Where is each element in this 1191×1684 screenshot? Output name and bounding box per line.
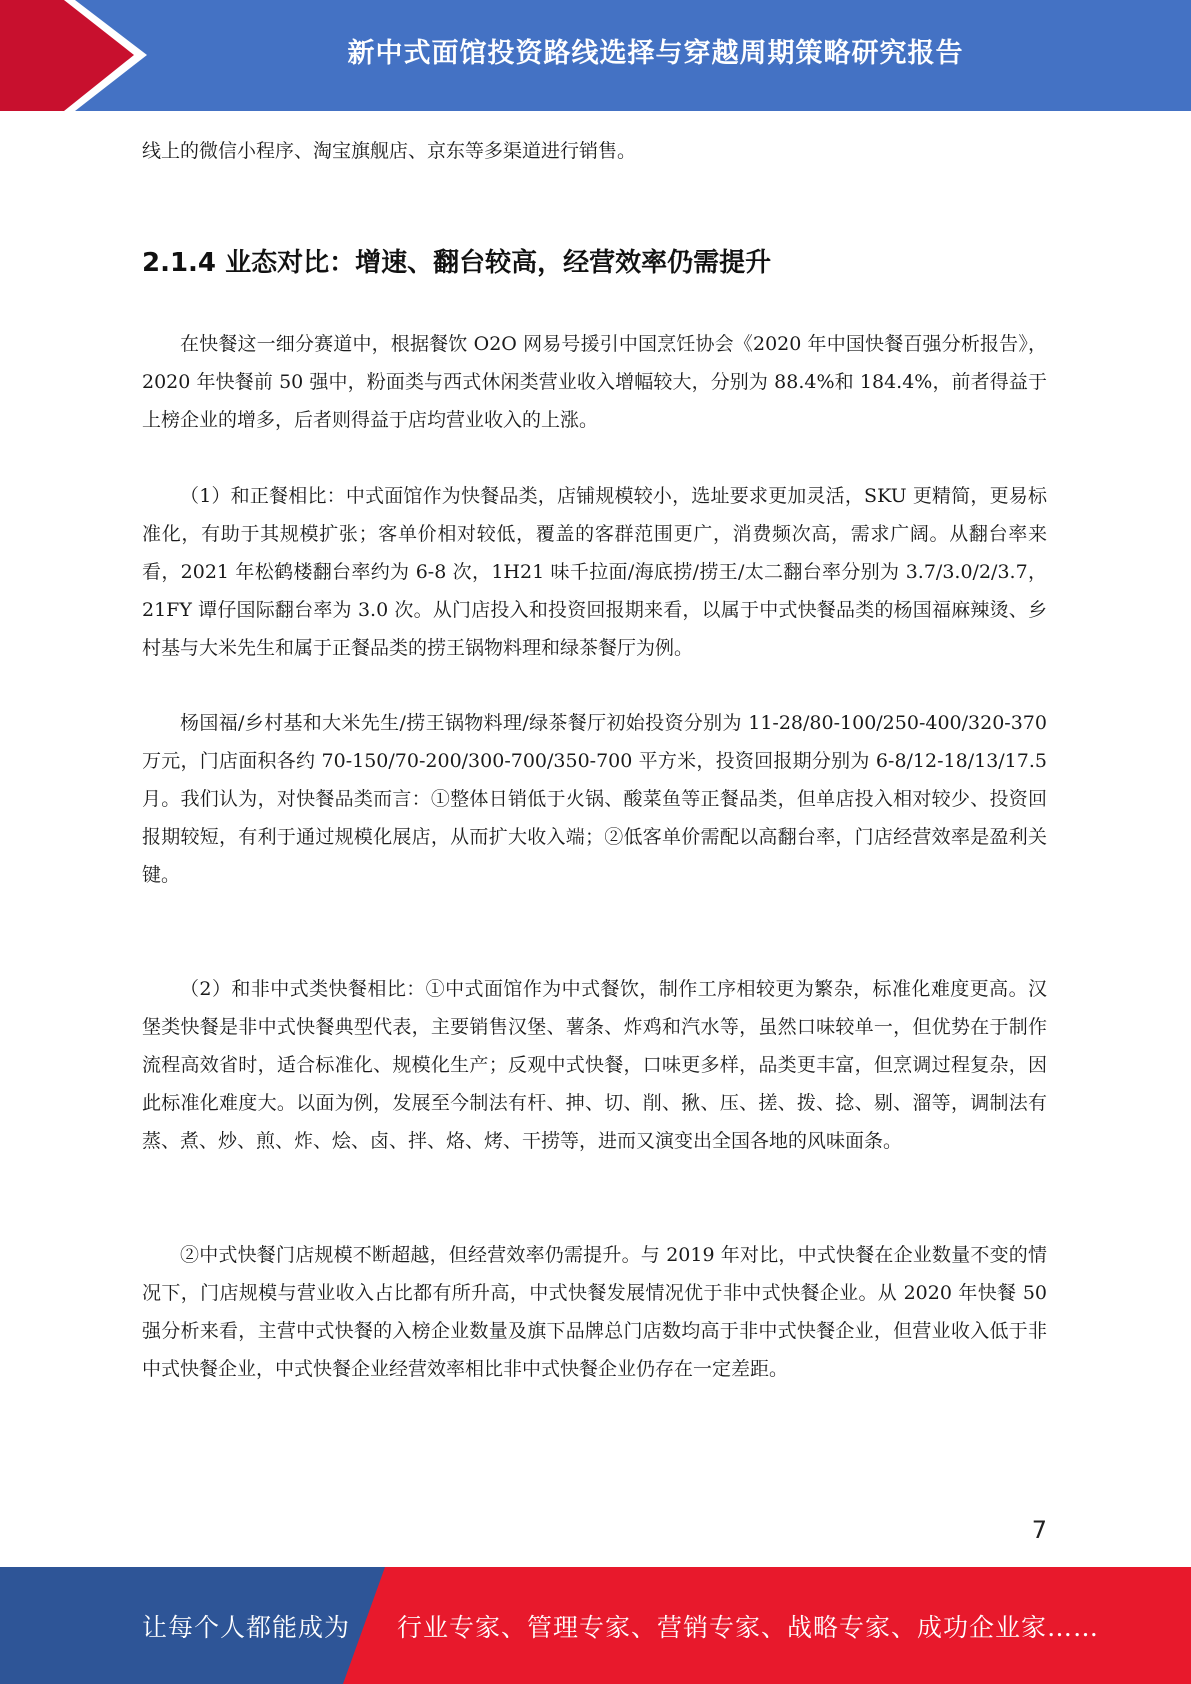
paragraph: ②中式快餐门店规模不断超越，但经营效率仍需提升。与 2019 年对比，中式快餐在企业数量不变的情况下，门店规模与营业收入占比都有所升高，中式快餐发展情况优于非中式快餐企业。从 2020 年快餐 50 强分析来看，主营中式快餐的入榜企业数量及旗下品牌总门店数均高于非中式快餐企业，但营业收入低于非中式快餐企业，中式快餐企业经营效率相比非中式快餐企业仍存在一定差距。 <box>142 1244 1047 1380</box>
footer-slogan-right: 行业专家、管理专家、营销专家、战略专家、成功企业家…… <box>397 1612 1100 1642</box>
page-header <box>0 0 1191 111</box>
intro-line: 线上的微信小程序、淘宝旗舰店、京东等多渠道进行销售。 <box>142 140 637 162</box>
report-title: 新中式面馆投资路线选择与穿越周期策略研究报告 <box>347 37 964 69</box>
page-footer <box>0 1567 1191 1684</box>
paragraph: （1）和正餐相比：中式面馆作为快餐品类，店铺规模较小，选址要求更加灵活，SKU 更精简，更易标准化，有助于其规模扩张；客单价相对较低，覆盖的客群范围更广，消费频次高，需求广阔。从翻台率来看，2021 年松鹤楼翻台率约为 6-8 次，1H21 味千拉面/海底捞/捞王/太二翻台率分别为 3.7/3.0/2/3.7，21FY 谭仔国际翻台率为 3.0 次。从门店投入和投资回报期来看，以属于中式快餐品类的杨国福麻辣烫、乡村基与大米先生和属于正餐品类的捞王锅物料理和绿茶餐厅为例。 <box>142 485 1047 659</box>
footer-slogan-left: 让每个人都能成为 <box>142 1612 351 1642</box>
paragraph: 在快餐这一细分赛道中，根据餐饮 O2O 网易号援引中国烹饪协会《2020 年中国快餐百强分析报告》，2020 年快餐前 50 强中，粉面类与西式休闲类营业收入增幅较大，分别为 88.4%和 184.4%，前者得益于上榜企业的增多，后者则得益于店均营业收入的上涨。 <box>142 333 1047 431</box>
paragraph: 杨国福/乡村基和大米先生/捞王锅物料理/绿茶餐厅初始投资分别为 11-28/80-100/250-400/320-370 万元，门店面积各约 70-150/70-200/300-700/350-700 平方米，投资回报期分别为 6-8/12-18/13/17.5 月。我们认为，对快餐品类而言：①整体日销低于火锅、酸菜鱼等正餐品类，但单店投入相对较少、投资回报期较短，有利于通过规模化展店，从而扩大收入端；②低客单价需配以高翻台率，门店经营效率是盈利关键。 <box>142 712 1047 886</box>
page-number: 7 <box>1031 1516 1047 1544</box>
paragraph: （2）和非中式类快餐相比：①中式面馆作为中式餐饮，制作工序相较更为繁杂，标准化难度更高。汉堡类快餐是非中式快餐典型代表，主要销售汉堡、薯条、炸鸡和汽水等，虽然口味较单一，但优势在于制作流程高效省时，适合标准化、规模化生产；反观中式快餐，口味更多样，品类更丰富，但烹调过程复杂，因此标准化难度大。以面为例，发展至今制法有杆、抻、切、削、揪、压、搓、拨、捻、剔、溜等，调制法有蒸、煮、炒、煎、炸、烩、卤、拌、烙、烤、干捞等，进而又演变出全国各地的风味面条。 <box>142 978 1047 1152</box>
section-heading: 2.1.4 业态对比：增速、翻台较高，经营效率仍需提升 <box>142 248 772 278</box>
